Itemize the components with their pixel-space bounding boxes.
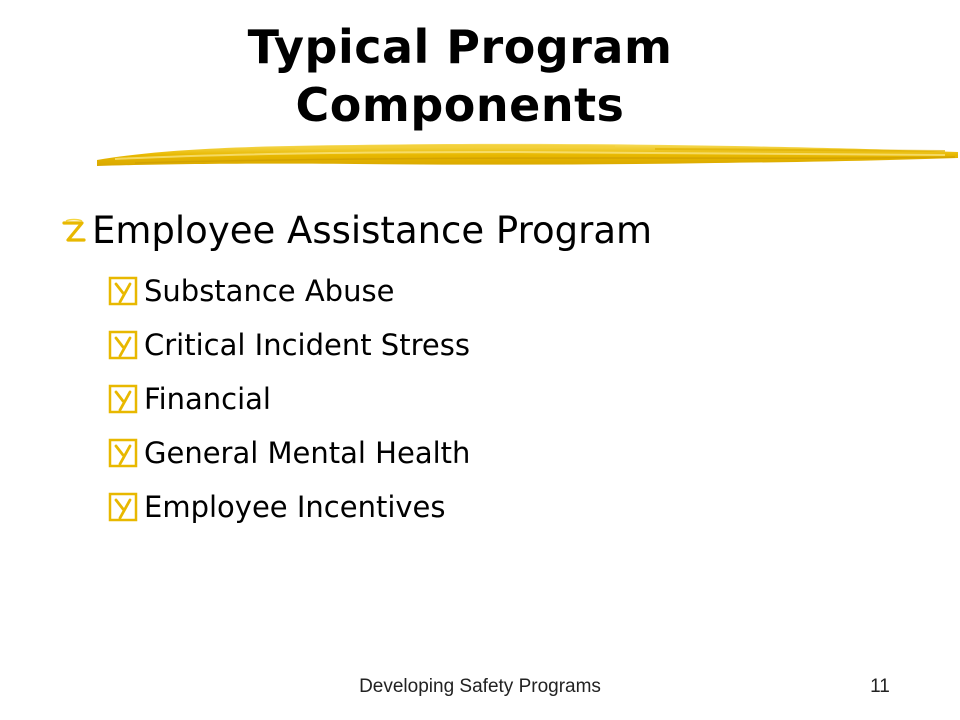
- brush-stroke-decoration: [95, 136, 960, 176]
- title-line-1: Typical Program: [247, 20, 673, 74]
- title-line-2: Components: [295, 78, 625, 132]
- y-box-bullet-icon: [108, 276, 138, 306]
- sub-bullet-list: [108, 264, 470, 534]
- sub-bullet-item: [108, 480, 470, 534]
- footer-title: Developing Safety Programs: [359, 676, 601, 697]
- y-box-bullet-icon: [108, 330, 138, 360]
- sub-bullet-text: General Mental Health: [144, 436, 471, 470]
- sub-bullet-item: [108, 264, 470, 318]
- y-box-bullet-icon: [108, 384, 138, 414]
- y-box-bullet-icon: [108, 438, 138, 468]
- sub-bullet-text: Financial: [144, 382, 271, 416]
- sub-bullet-text: Substance Abuse: [144, 274, 395, 308]
- page-number: 11: [870, 676, 890, 697]
- main-bullet-text: Employee Assistance Program: [92, 209, 653, 252]
- y-box-bullet-icon: [108, 492, 138, 522]
- sub-bullet-item: [108, 318, 470, 372]
- slide-title: [150, 18, 770, 134]
- sub-bullet-text: Employee Incentives: [144, 490, 446, 524]
- sub-bullet-text: Critical Incident Stress: [144, 328, 470, 362]
- z-bullet-icon: [60, 216, 88, 246]
- main-bullet: [60, 206, 652, 256]
- sub-bullet-item: [108, 372, 470, 426]
- sub-bullet-item: [108, 426, 470, 480]
